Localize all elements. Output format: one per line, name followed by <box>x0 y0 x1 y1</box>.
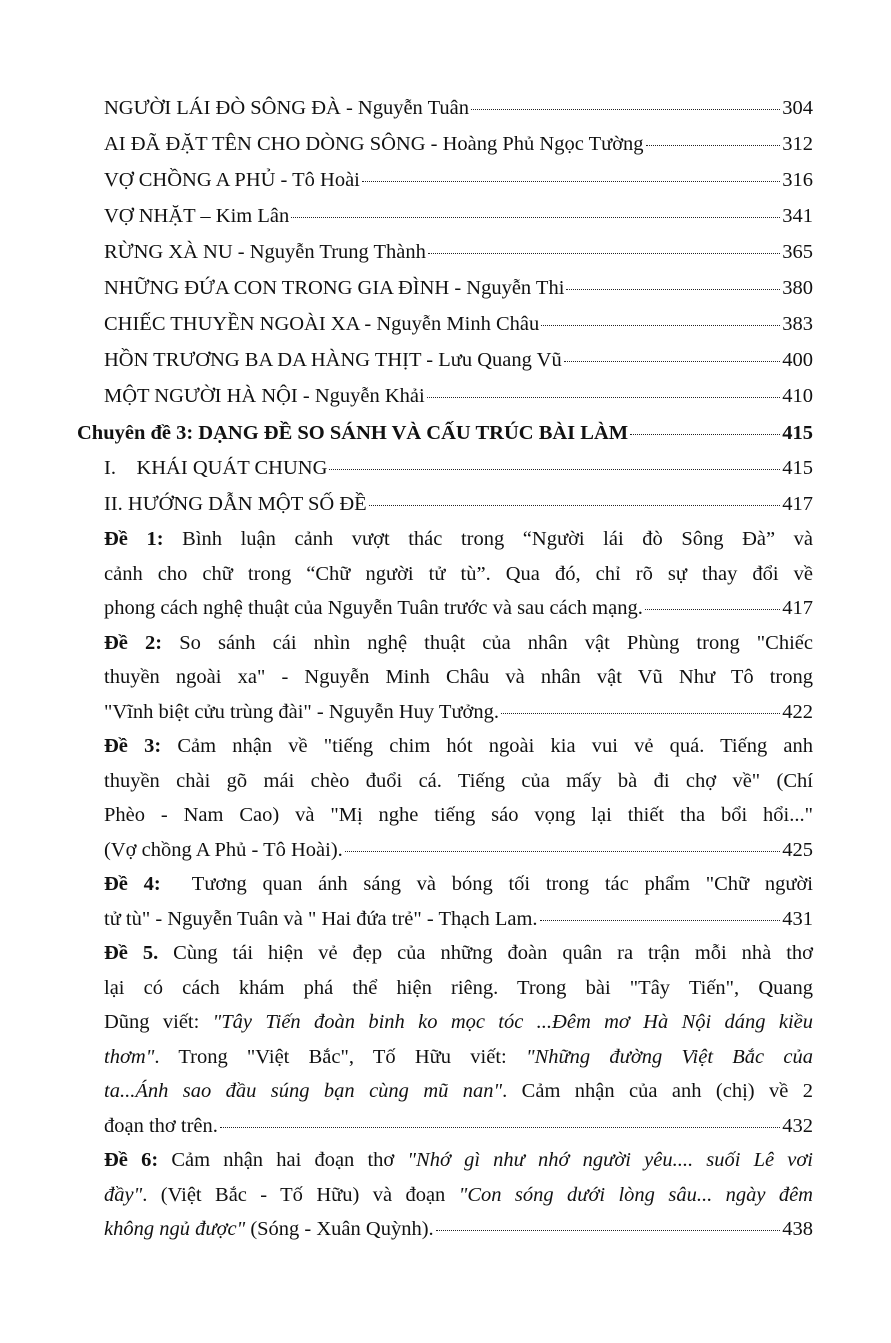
page-number: 415 <box>782 457 813 479</box>
entry-text: Bình luận cảnh vượt thác trong “Người lái đò Sông Đà” và <box>163 528 813 550</box>
entry-line <box>104 1109 813 1144</box>
question-label: Đề 5. <box>104 942 159 964</box>
toc-section-entry[interactable] <box>104 486 813 522</box>
entry-line: Phèo - Nam Cao) và "Mị nghe tiếng sáo vọng lại thiết tha bổi hổi..." <box>104 804 813 826</box>
toc-question-entry-6[interactable] <box>104 1143 813 1247</box>
entry-text: Cảm nhận hai đoạn thơ <box>158 1149 408 1171</box>
entry-text: . Cảm nhận của anh (chị) về 2 <box>502 1080 813 1102</box>
page-number: 415 <box>782 422 813 444</box>
toc-question-entry-2[interactable] <box>104 626 813 730</box>
entry-text <box>104 1212 434 1247</box>
entry-text: "Vĩnh biệt cửu trùng đài" - Nguyễn Huy Tưởng. <box>104 700 500 723</box>
entry-title: RỪNG XÀ NU - Nguyễn Trung Thành <box>104 241 426 263</box>
chapter-title: Chuyên đề 3: DẠNG ĐỀ SO SÁNH VÀ CẤU TRÚC BÀI LÀM <box>77 422 629 444</box>
toc-entry[interactable] <box>104 198 813 234</box>
entry-line <box>104 1143 813 1178</box>
entry-line <box>104 729 813 764</box>
toc-chapter-entry[interactable] <box>77 414 813 450</box>
question-label: Đề 3: <box>104 735 162 757</box>
dot-leader <box>291 217 780 218</box>
dot-leader <box>540 920 781 921</box>
entry-text: Dũng viết: <box>104 1011 213 1033</box>
question-label: Đề 2: <box>104 631 163 654</box>
question-label: Đề 6: <box>104 1149 159 1171</box>
page-number: 316 <box>782 169 813 191</box>
quoted-verse: "Tây Tiến đoàn binh ko mọc tóc ...Đêm mơ Hà Nội dáng kiều <box>212 1011 813 1033</box>
toc-entry[interactable] <box>104 342 813 378</box>
entry-line <box>104 591 813 626</box>
dot-leader <box>566 289 780 290</box>
toc-section-entry[interactable] <box>104 450 813 486</box>
page-number: 341 <box>782 205 813 227</box>
dot-leader <box>220 1127 780 1128</box>
question-label: Đề 4: <box>104 873 161 895</box>
dot-leader <box>630 434 780 435</box>
page-number: 400 <box>782 349 813 371</box>
entry-line <box>104 1040 813 1075</box>
page-number: 438 <box>782 1218 813 1240</box>
dot-leader <box>436 1230 781 1231</box>
entry-text: (Vợ chồng A Phủ - Tô Hoài). <box>104 838 343 861</box>
dot-leader <box>645 609 780 610</box>
entry-line <box>104 522 813 557</box>
dot-leader <box>501 713 780 714</box>
dot-leader <box>428 253 780 254</box>
page-number: 365 <box>782 241 813 263</box>
dot-leader <box>329 469 780 470</box>
entry-text: . Trong "Việt Bắc", Tố Hữu viết: <box>154 1045 526 1068</box>
entry-line <box>104 833 813 868</box>
entry-line <box>104 1005 813 1040</box>
section-title: II. HƯỚNG DẪN MỘT SỐ ĐỀ <box>104 493 367 515</box>
page-number: 422 <box>782 700 813 723</box>
table-of-contents <box>0 90 891 1247</box>
entry-title: CHIẾC THUYỀN NGOÀI XA - Nguyễn Minh Châu <box>104 313 540 335</box>
page-number: 380 <box>782 277 813 299</box>
entry-line <box>104 695 813 730</box>
entry-text: Cảm nhận về "tiếng chim hót ngoài kia vui vẻ quá. Tiếng anh <box>161 735 813 757</box>
toc-entry[interactable] <box>104 306 813 342</box>
page-number: 410 <box>782 385 813 407</box>
section-title: I. KHÁI QUÁT CHUNG <box>104 457 328 479</box>
entry-line: cảnh cho chữ trong “Chữ người tử tù”. Qua đó, chỉ rõ sự thay đổi về <box>104 562 813 585</box>
entry-line: thuyền ngoài xa" - Nguyễn Minh Châu và nhân vật Vũ Như Tô trong <box>104 666 813 688</box>
entry-line: lại có cách khám phá thể hiện riêng. Trong bài "Tây Tiến", Quang <box>104 976 813 999</box>
entry-line <box>104 1074 813 1109</box>
quoted-verse: đầy" <box>104 1183 143 1206</box>
entry-line <box>104 867 813 902</box>
entry-title: AI ĐÃ ĐẶT TÊN CHO DÒNG SÔNG - Hoàng Phủ Ngọc Tường <box>104 133 644 155</box>
entry-text: . (Việt Bắc - Tố Hữu) và đoạn <box>142 1183 459 1206</box>
entry-text: Cùng tái hiện vẻ đẹp của những đoàn quân ra trận mỗi nhà thơ <box>158 942 813 964</box>
page-number: 312 <box>782 133 813 155</box>
entry-line <box>104 902 813 937</box>
toc-entry[interactable] <box>104 126 813 162</box>
toc-entry[interactable] <box>104 378 813 414</box>
toc-question-entry-1[interactable] <box>104 522 813 626</box>
toc-entry[interactable] <box>104 90 813 126</box>
page-number: 432 <box>782 1114 813 1137</box>
toc-entry[interactable] <box>104 270 813 306</box>
dot-leader <box>345 851 780 852</box>
page-number: 417 <box>782 597 813 619</box>
quoted-verse: không ngủ được" <box>104 1218 246 1240</box>
dot-leader <box>369 505 781 506</box>
dot-leader <box>471 109 780 110</box>
entry-text: đoạn thơ trên. <box>104 1114 218 1137</box>
dot-leader <box>646 145 781 146</box>
entry-title: NGƯỜI LÁI ĐÒ SÔNG ĐÀ - Nguyễn Tuân <box>104 97 469 119</box>
entry-title: MỘT NGƯỜI HÀ NỘI - Nguyễn Khải <box>104 385 425 407</box>
page-number: 304 <box>782 97 813 119</box>
entry-text: phong cách nghệ thuật của Nguyễn Tuân trước và sau cách mạng. <box>104 597 643 619</box>
page-number: 417 <box>782 493 813 515</box>
entry-title: VỢ CHỒNG A PHỦ - Tô Hoài <box>104 169 360 191</box>
entry-title: VỢ NHẶT – Kim Lân <box>104 205 290 227</box>
page-number: 431 <box>782 907 813 930</box>
entry-text: tử tù" - Nguyễn Tuân và " Hai đứa trẻ" - Thạch Lam. <box>104 907 538 930</box>
quoted-verse: "Con sóng dưới lòng sâu... ngày đêm <box>458 1183 813 1206</box>
quoted-verse: thơm" <box>104 1045 155 1068</box>
entry-title: HỒN TRƯƠNG BA DA HÀNG THỊT - Lưu Quang Vũ <box>104 349 562 371</box>
entry-line <box>104 626 813 661</box>
dot-leader <box>564 361 781 362</box>
toc-question-entry-3[interactable] <box>104 729 813 867</box>
page-number: 383 <box>782 313 813 335</box>
entry-line <box>104 936 813 971</box>
entry-line <box>104 1212 813 1247</box>
dot-leader <box>362 181 780 182</box>
page-number: 425 <box>782 838 813 861</box>
entry-line: thuyền chài gõ mái chèo đuổi cá. Tiếng của mấy bà đi chợ về" (Chí <box>104 769 813 792</box>
question-label: Đề 1: <box>104 528 164 550</box>
toc-entry[interactable] <box>104 234 813 270</box>
toc-entry[interactable] <box>104 162 813 198</box>
dot-leader <box>541 325 780 326</box>
entry-text: So sánh cái nhìn nghệ thuật của nhân vật Phùng trong "Chiếc <box>162 631 813 654</box>
entry-text: Tương quan ánh sáng và bóng tối trong tác phẩm "Chữ người <box>160 873 813 895</box>
toc-question-entry-5[interactable] <box>104 936 813 1143</box>
toc-question-entry-4[interactable] <box>104 867 813 936</box>
quoted-verse: ta...Ánh sao đầu súng bạn cùng mũ nan" <box>104 1080 503 1102</box>
quoted-verse: "Nhớ gì như nhớ người yêu.... suối Lê vơi <box>407 1149 813 1171</box>
entry-title: NHỮNG ĐỨA CON TRONG GIA ĐÌNH - Nguyễn Thi <box>104 277 565 299</box>
entry-line <box>104 1178 813 1213</box>
entry-text: (Sóng - Xuân Quỳnh). <box>245 1218 434 1240</box>
dot-leader <box>427 397 781 398</box>
quoted-verse: "Những đường Việt Bắc của <box>525 1045 813 1068</box>
